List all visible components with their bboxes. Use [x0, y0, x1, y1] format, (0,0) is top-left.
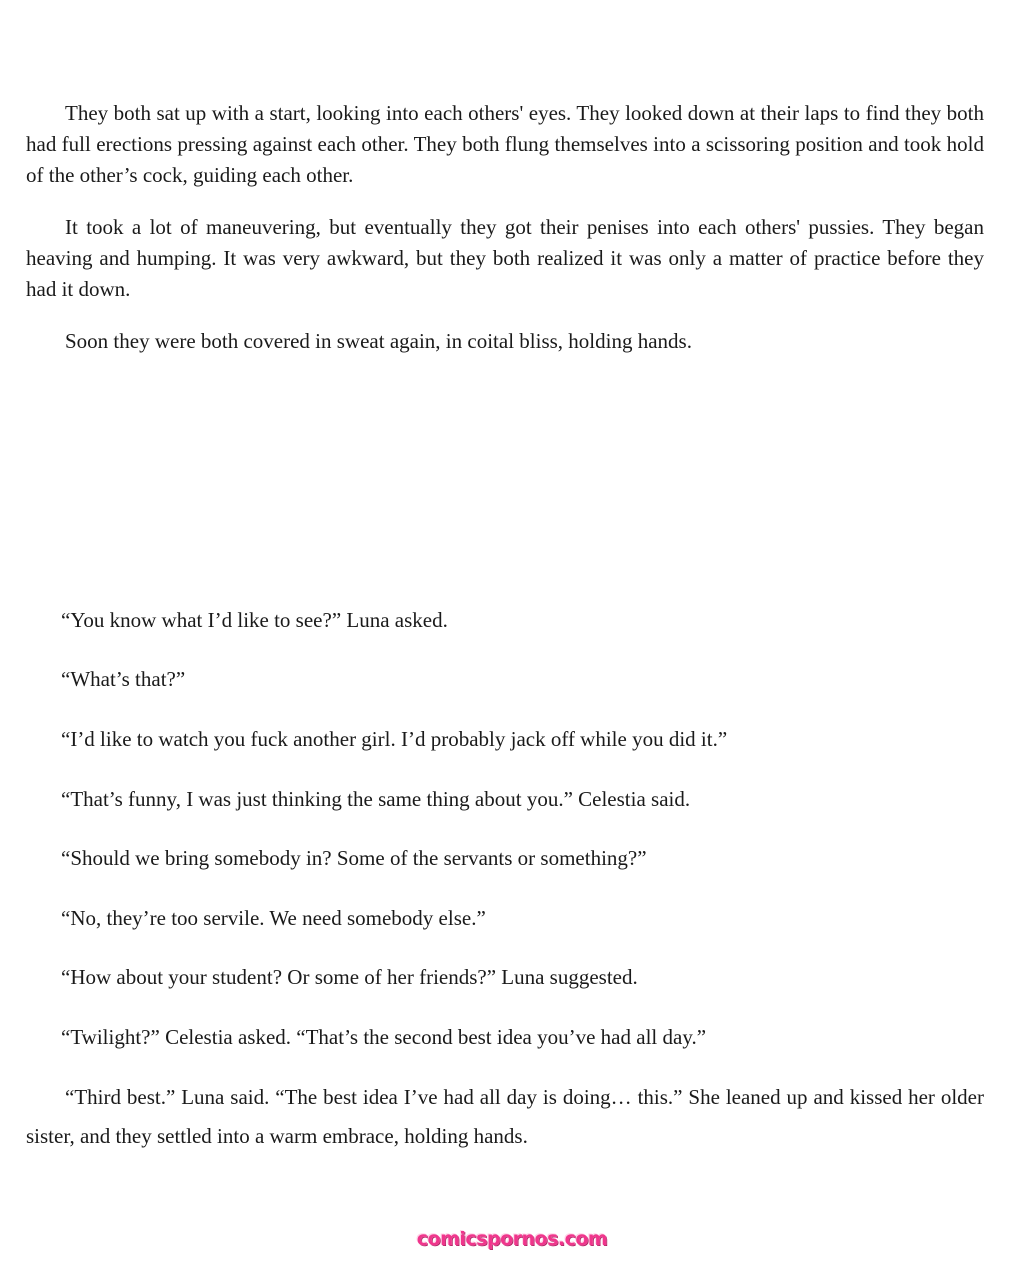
dialogue-line: “I’d like to watch you fuck another girl. I’d probably jack off while you did it.”	[61, 727, 728, 751]
dialogue-line: “How about your student? Or some of her friends?” Luna suggested.	[61, 965, 638, 989]
dialogue-line: “That’s funny, I was just thinking the same thing about you.” Celestia said.	[61, 787, 691, 811]
dialogue-line: “You know what I’d like to see?” Luna asked.	[61, 608, 448, 632]
dialogue-line: “Should we bring somebody in? Some of the servants or something?”	[61, 846, 647, 870]
watermark-logo: comicspornos.com	[416, 1228, 608, 1250]
dialogue-line: “Third best.” Luna said. “The best idea I’ve had all day is doing… this.” She leaned up and kissed her older sister, and they settled into a warm embrace, holding hands.	[26, 1085, 984, 1148]
dialogue-line: “Twilight?” Celestia asked. “That’s the second best idea you’ve had all day.”	[61, 1025, 707, 1049]
paragraph: Soon they were both covered in sweat again, in coital bliss, holding hands.	[65, 329, 692, 353]
dialogue-line: “No, they’re too servile. We need somebody else.”	[61, 906, 486, 930]
dialogue-line: “What’s that?”	[61, 667, 186, 691]
paragraph: They both sat up with a start, looking into each others' eyes. They looked down at their laps to find they both had full erections pressing against each other. They both flung themselves into a scissoring position and took hold of the other’s cock, guiding each other.	[26, 101, 984, 187]
paragraph: It took a lot of maneuvering, but eventually they got their penises into each others' pussies. They began heaving and humping. It was very awkward, but they both realized it was only a matter of practice before they had it down.	[26, 215, 984, 301]
